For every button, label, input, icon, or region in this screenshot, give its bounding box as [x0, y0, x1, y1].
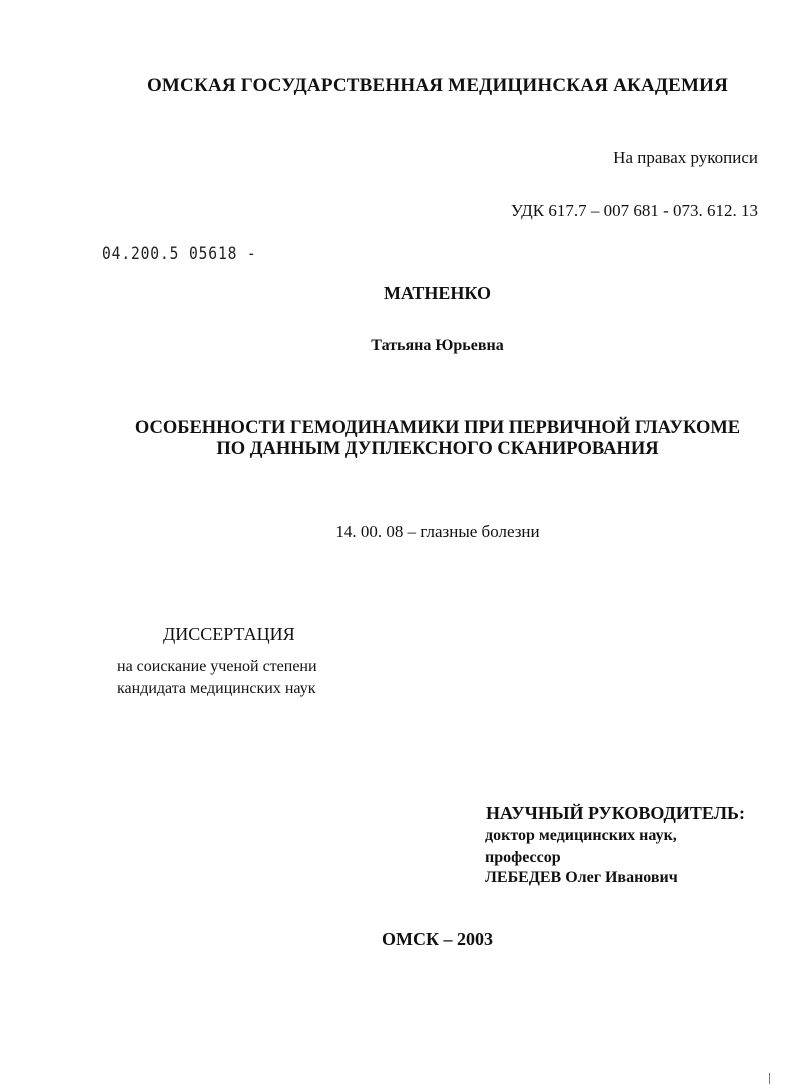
supervisor-degree: доктор медицинских наук, [485, 827, 677, 844]
author-given-names: Татьяна Юрьевна [371, 337, 504, 354]
manuscript-rights-note: На правах рукописи [613, 148, 758, 167]
dissertation-title-line-1: ОСОБЕННОСТИ ГЕМОДИНАМИКИ ПРИ ПЕРВИЧНОЙ ГЛАУКОМЕ [134, 418, 741, 438]
institution-name: ОМСКАЯ ГОСУДАРСТВЕННАЯ МЕДИЦИНСКАЯ АКАДЕМИЯ [146, 75, 729, 96]
specialty-code: 14. 00. 08 – глазные болезни [335, 522, 540, 541]
registration-stamp: 04.200.5 05618 - [102, 244, 257, 264]
place-and-year: ОМСК – 2003 [381, 929, 494, 949]
udc-code: УДК 617.7 – 007 681 - 073. 612. 13 [510, 201, 758, 220]
scan-artifact-mark [769, 1073, 770, 1084]
supervisor-title: профессор [485, 849, 561, 866]
supervisor-heading: НАУЧНЫЙ РУКОВОДИТЕЛЬ: [486, 803, 745, 823]
document-type: ДИССЕРТАЦИЯ [163, 624, 295, 644]
degree-line-1: на соискание ученой степени [117, 658, 317, 675]
author-surname: МАТНЕНКО [383, 283, 492, 303]
supervisor-name: ЛЕБЕДЕВ Олег Иванович [485, 869, 678, 886]
dissertation-title-line-2: ПО ДАННЫМ ДУПЛЕКСНОГО СКАНИРОВАНИЯ [216, 439, 659, 459]
degree-line-2: кандидата медицинских наук [117, 680, 316, 697]
